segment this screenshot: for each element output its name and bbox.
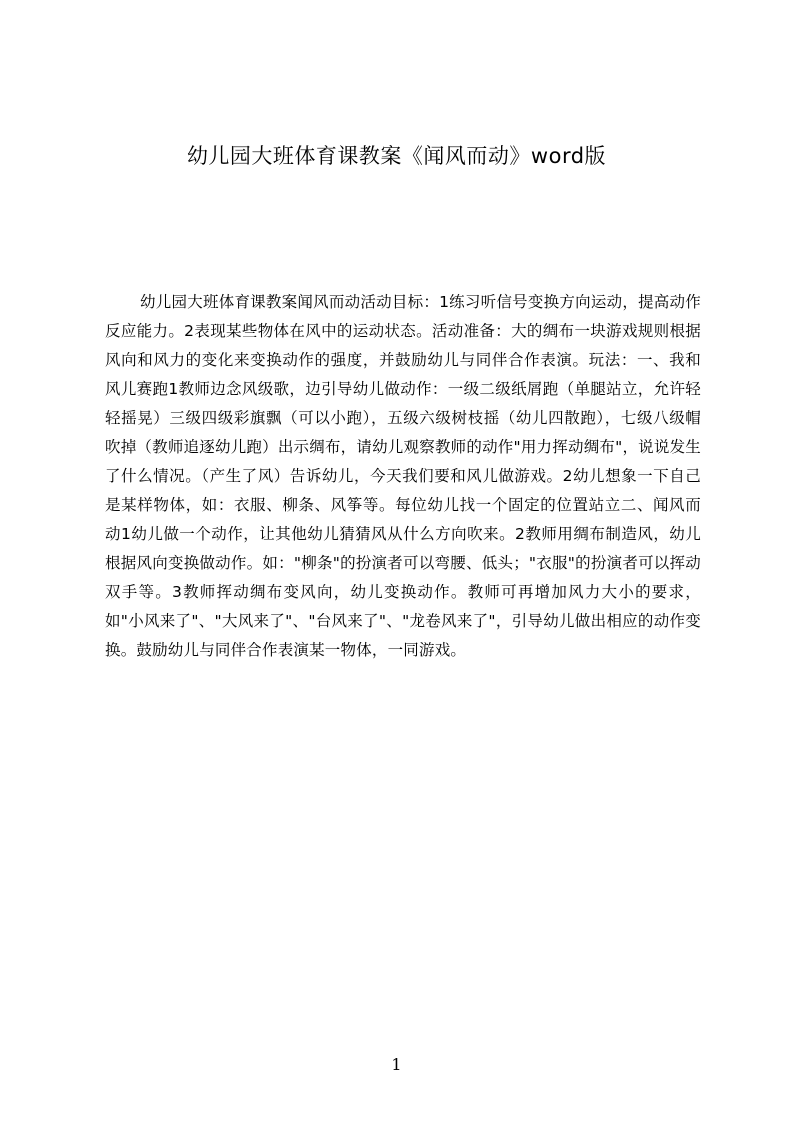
document-body-paragraph: 幼儿园大班体育课教案闻风而动活动目标：1练习听信号变换方向运动，提高动作反应能力。2表现某些物体在风中的运动状态。活动准备：大的绸布一块游戏规则根据风向和风力的变化来变换动作的强度，并鼓励幼儿与同伴合作表演。玩法：一、我和风儿赛跑1教师边念风级歌，边引导幼儿做动作：一级二级纸屑跑（单腿站立，允许轻轻摇晃）三级四级彩旗飘（可以小跑），五级六级树枝摇（幼儿四散跑），七级八级帽吹掉（教师追逐幼儿跑）出示绸布，请幼儿观察教师的动作"用力挥动绸布"，说说发生了什么情况。（产生了风）告诉幼儿，今天我们要和风儿做游戏。2幼儿想象一下自己是某样物体，如：衣服、柳条、风筝等。每位幼儿找一个固定的位置站立二、闻风而动1幼儿做一个动作，让其他幼儿猜猜风从什么方向吹来。2教师用绸布制造风，幼儿根据风向变换做动作。如："柳条"的扮演者可以弯腰、低头；"衣服"的扮演者可以挥动双手等。3教师挥动绸布变风向，幼儿变换动作。教师可再增加风力大小的要求，如"小风来了"、"大风来了"、"台风来了"、"龙卷风来了"，引导幼儿做出相应的动作变换。鼓励幼儿与同伴合作表演某一物体，一同游戏。 xyxy=(105,293,701,659)
document-title: 幼儿园大班体育课教案《闻风而动》word版 xyxy=(186,144,607,168)
page-number: 1 xyxy=(391,1055,402,1074)
